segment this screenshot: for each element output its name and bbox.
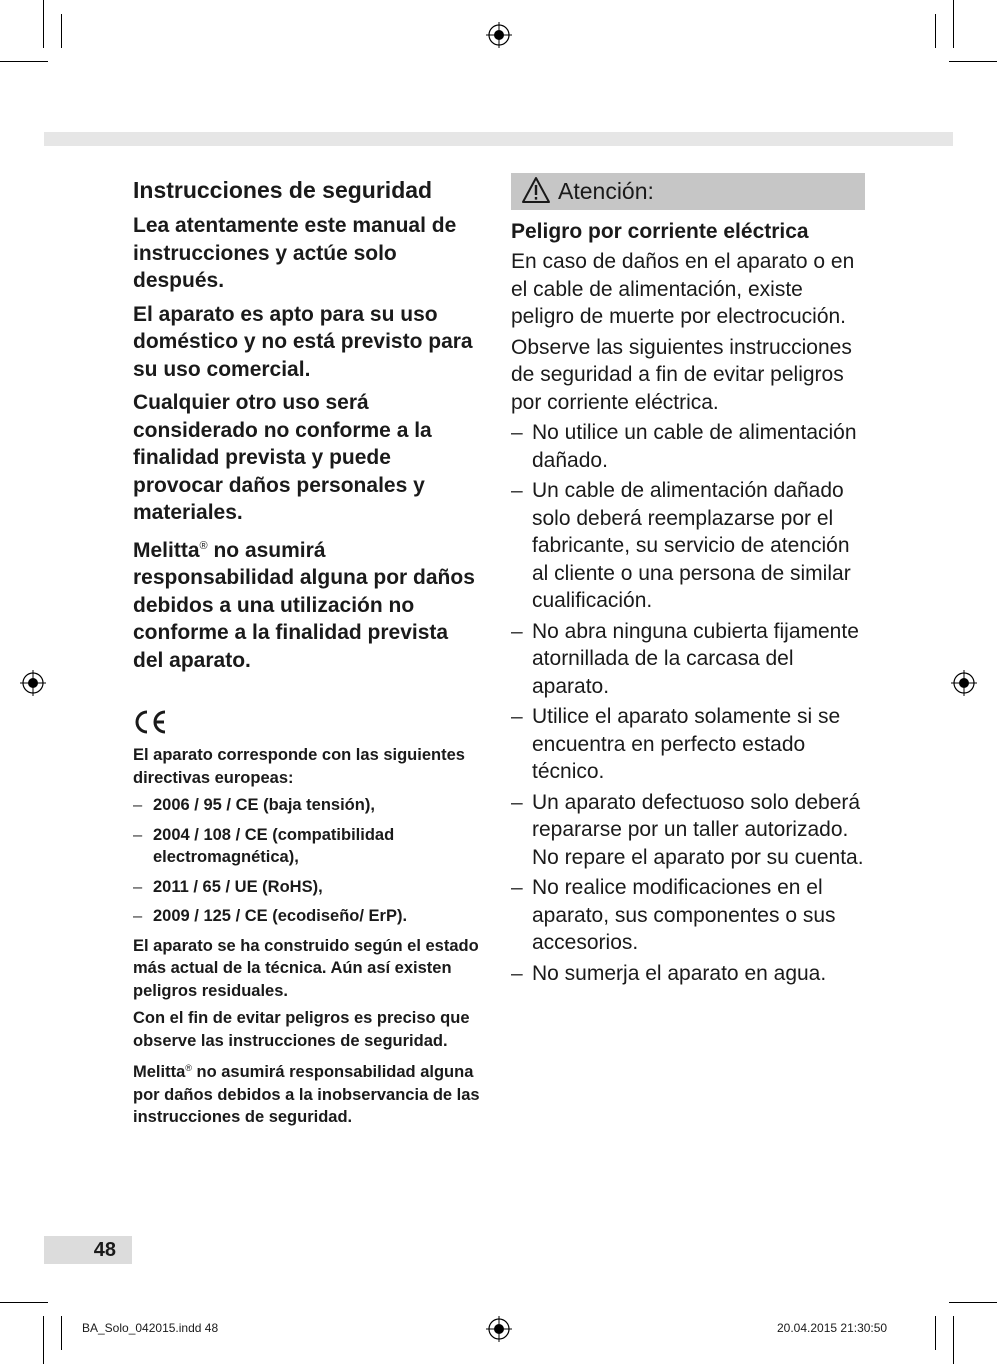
intro-paragraph-read: Lea atentamente este manual de instrucciones y actúe solo después.: [133, 214, 457, 292]
list-dash: –: [511, 961, 523, 985]
crop-mark-bl-h: [0, 1302, 48, 1303]
safety-item: – No realice modificaciones en el aparato, sus componentes o sus accesorios.: [511, 876, 836, 954]
registration-mark-top-icon: [486, 22, 512, 48]
safety-list: [511, 419, 867, 987]
electric-danger-title: Peligro por corriente eléctrica: [511, 220, 809, 243]
directive-item: – 2006 / 95 / CE (baja tensión),: [133, 794, 483, 817]
safety-item: – Un cable de alimentación dañado solo deberá reemplazarse por el fabricante, su servicio de atención al cliente o una persona de similar cualificación.: [511, 479, 851, 612]
footer-filename: BA_Solo_042015.indd 48: [82, 1321, 219, 1335]
safety-item: – Un aparato defectuoso solo deberá repararse por un taller autorizado. No repare el aparato por su cuenta.: [511, 790, 864, 869]
crop-mark-tr-v: [953, 0, 954, 48]
electrocution-paragraph: En caso de daños en el aparato o en el cable de alimentación, existe peligro de muerte por electrocución.: [511, 250, 855, 328]
brand-name: Melitta: [133, 538, 200, 562]
registration-mark-left-icon: [20, 670, 46, 696]
list-dash: –: [511, 876, 523, 899]
crop-mark-br-v: [953, 1316, 954, 1364]
brand-name-small: Melitta: [133, 1063, 186, 1081]
observe-instructions-paragraph: Con el fin de evitar peligros es preciso que observe las instrucciones de seguridad.: [133, 1009, 470, 1050]
list-dash: –: [511, 705, 523, 728]
registration-mark-bottom-icon: [486, 1316, 512, 1342]
list-dash: –: [133, 796, 143, 814]
list-dash: –: [511, 421, 523, 444]
directive-list: [133, 794, 483, 928]
safety-item: – No utilice un cable de alimentación dañado.: [511, 421, 857, 472]
ce-mark: [133, 708, 483, 738]
right-column: [511, 173, 867, 990]
crop-mark-bl-v: [43, 1316, 44, 1364]
crop-mark-tr-h: [949, 61, 997, 62]
registration-mark-right-icon: [951, 670, 977, 696]
directive-item: – 2004 / 108 / CE (compatibilidad electromagnética),: [133, 825, 395, 866]
list-dash: –: [511, 479, 523, 502]
liability-paragraph: [133, 533, 483, 675]
registered-mark-small: ®: [185, 1063, 192, 1073]
intro-paragraph-domestic: El aparato es apto para su uso doméstico y no está previsto para su uso comercial.: [133, 302, 473, 381]
intro-paragraph-other-use: Cualquier otro uso será considerado no conforme a la finalidad prevista y puede provocar daños personales y materiales.: [133, 391, 432, 524]
directive-item: – 2009 / 125 / CE (ecodiseño/ ErP).: [133, 905, 483, 928]
ce-mark-icon: [133, 708, 169, 736]
list-dash: –: [511, 790, 523, 814]
observe-paragraph: Observe las siguientes instrucciones de seguridad a fin de evitar peligros por corriente eléctrica.: [511, 335, 852, 414]
left-column: [133, 174, 483, 1134]
warning-header: [511, 173, 865, 210]
list-dash: –: [511, 619, 523, 643]
safety-item: – Utilice el aparato solamente si se encuentra en perfecto estado técnico.: [511, 705, 841, 783]
page-number-box: [44, 1236, 132, 1264]
ce-intro: El aparato corresponde con las siguientes directivas europeas:: [133, 746, 465, 787]
safety-item: – No sumerja el aparato en agua.: [511, 960, 867, 988]
warning-triangle-icon: [521, 176, 551, 204]
residual-risk-paragraph: El aparato se ha construido según el estado más actual de la técnica. Aún así existen peligros residuales.: [133, 936, 479, 1000]
crop-mark-tl-v2: [61, 14, 62, 48]
list-dash: –: [133, 877, 143, 896]
safety-item: – No abra ninguna cubierta fijamente atornillada de la carcasa del aparato.: [511, 619, 859, 698]
list-dash: –: [133, 825, 143, 844]
footer-timestamp: 20.04.2015 21:30:50: [777, 1321, 888, 1335]
list-dash: –: [133, 907, 143, 925]
registered-mark: ®: [199, 539, 208, 552]
crop-mark-br-v2: [935, 1316, 936, 1350]
crop-mark-br-h: [949, 1302, 997, 1303]
liability-text: no asumirá responsabilidad alguna por daños debidos a una utilización no conforme a la finalidad prevista del aparato.: [133, 538, 475, 672]
warning-label: Atención:: [558, 178, 654, 204]
crop-mark-tl-v: [43, 0, 44, 48]
directive-item: – 2011 / 65 / UE (RoHS),: [133, 876, 483, 899]
crop-mark-tr-v2: [935, 14, 936, 48]
crop-mark-tl-h: [0, 61, 48, 62]
page-number: 48: [93, 1239, 116, 1261]
header-band: [44, 132, 953, 146]
section-title: Instrucciones de seguridad: [133, 177, 433, 203]
liability-small-paragraph: Melitta® no asumirá responsabilidad alguna por daños debidos a la inobservancia de las instrucciones de seguridad.: [133, 1063, 480, 1126]
crop-mark-bl-v2: [61, 1316, 62, 1350]
